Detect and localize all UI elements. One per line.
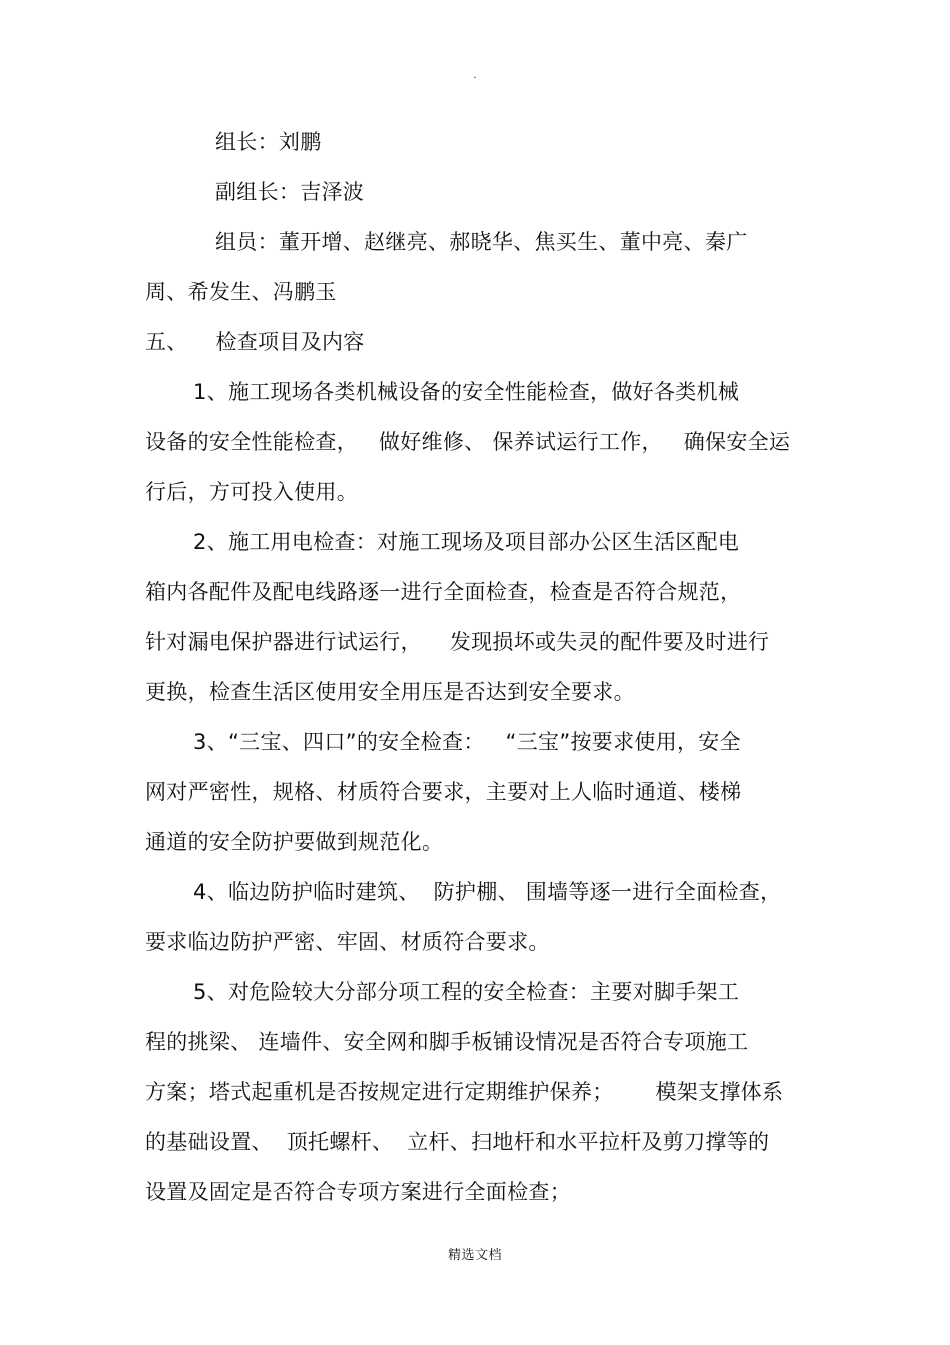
item-3-line-3: 通道的安全防护要做到规范化。 — [145, 830, 444, 854]
item-1-line-3: 行后，方可投入使用。 — [145, 480, 358, 504]
item-5-line-5: 设置及固定是否符合专项方案进行全面检查； — [145, 1180, 571, 1204]
item-1-line-2: 设备的安全性能检查， 做好维修、 保养试运行工作， 确保安全运 — [145, 430, 791, 454]
header-mark: . — [473, 70, 477, 81]
item-5-line-4: 的基础设置、 顶托螺杆、 立杆、扫地杆和水平拉杆及剪刀撑等的 — [145, 1130, 770, 1154]
section-heading: 五、 检查项目及内容 — [145, 330, 365, 354]
item-4-line-1: 4、临边防护临时建筑、 防护棚、 围墙等逐一进行全面检查， — [193, 880, 782, 904]
page-footer: 精选文档 — [447, 1248, 502, 1263]
item-5-line-1: 5、对危险较大分部分项工程的安全检查：主要对脚手架工 — [193, 980, 740, 1004]
item-2-line-2: 箱内各配件及配电线路逐一进行全面检查，检查是否符合规范， — [145, 580, 742, 604]
item-3-line-2: 网对严密性，规格、材质符合要求，主要对上人临时通道、楼梯 — [145, 780, 742, 804]
item-5-line-2: 程的挑梁、 连墙件、安全网和脚手板铺设情况是否符合专项施工 — [145, 1030, 749, 1054]
item-2-line-1: 2、施工用电检查：对施工现场及项目部办公区生活区配电 — [193, 530, 740, 554]
document-body — [145, 125, 795, 1225]
item-1-line-1: 1、施工现场各类机械设备的安全性能检查，做好各类机械 — [193, 380, 740, 404]
item-2-line-4: 更换，检查生活区使用安全用压是否达到安全要求。 — [145, 680, 635, 704]
team-members-line: 组员：董开增、赵继亮、郝晓华、焦买生、董中亮、秦广 — [215, 230, 748, 254]
item-5-line-3: 方案；塔式起重机是否按规定进行定期维护保养； 模架支撑体系 — [145, 1080, 784, 1104]
team-leader-line: 组长：刘鹏 — [215, 130, 322, 154]
deputy-leader-line: 副组长：吉泽波 — [215, 180, 365, 204]
item-3-line-1: 3、“三宝、四口”的安全检查： “三宝”按要求使用，安全 — [193, 730, 741, 754]
item-2-line-3: 针对漏电保护器进行试运行， 发现损坏或失灵的配件要及时进行 — [145, 630, 770, 654]
team-members-continued: 周、希发生、冯鹏玉 — [145, 280, 337, 304]
item-4-line-2: 要求临边防护严密、牢固、材质符合要求。 — [145, 930, 550, 954]
